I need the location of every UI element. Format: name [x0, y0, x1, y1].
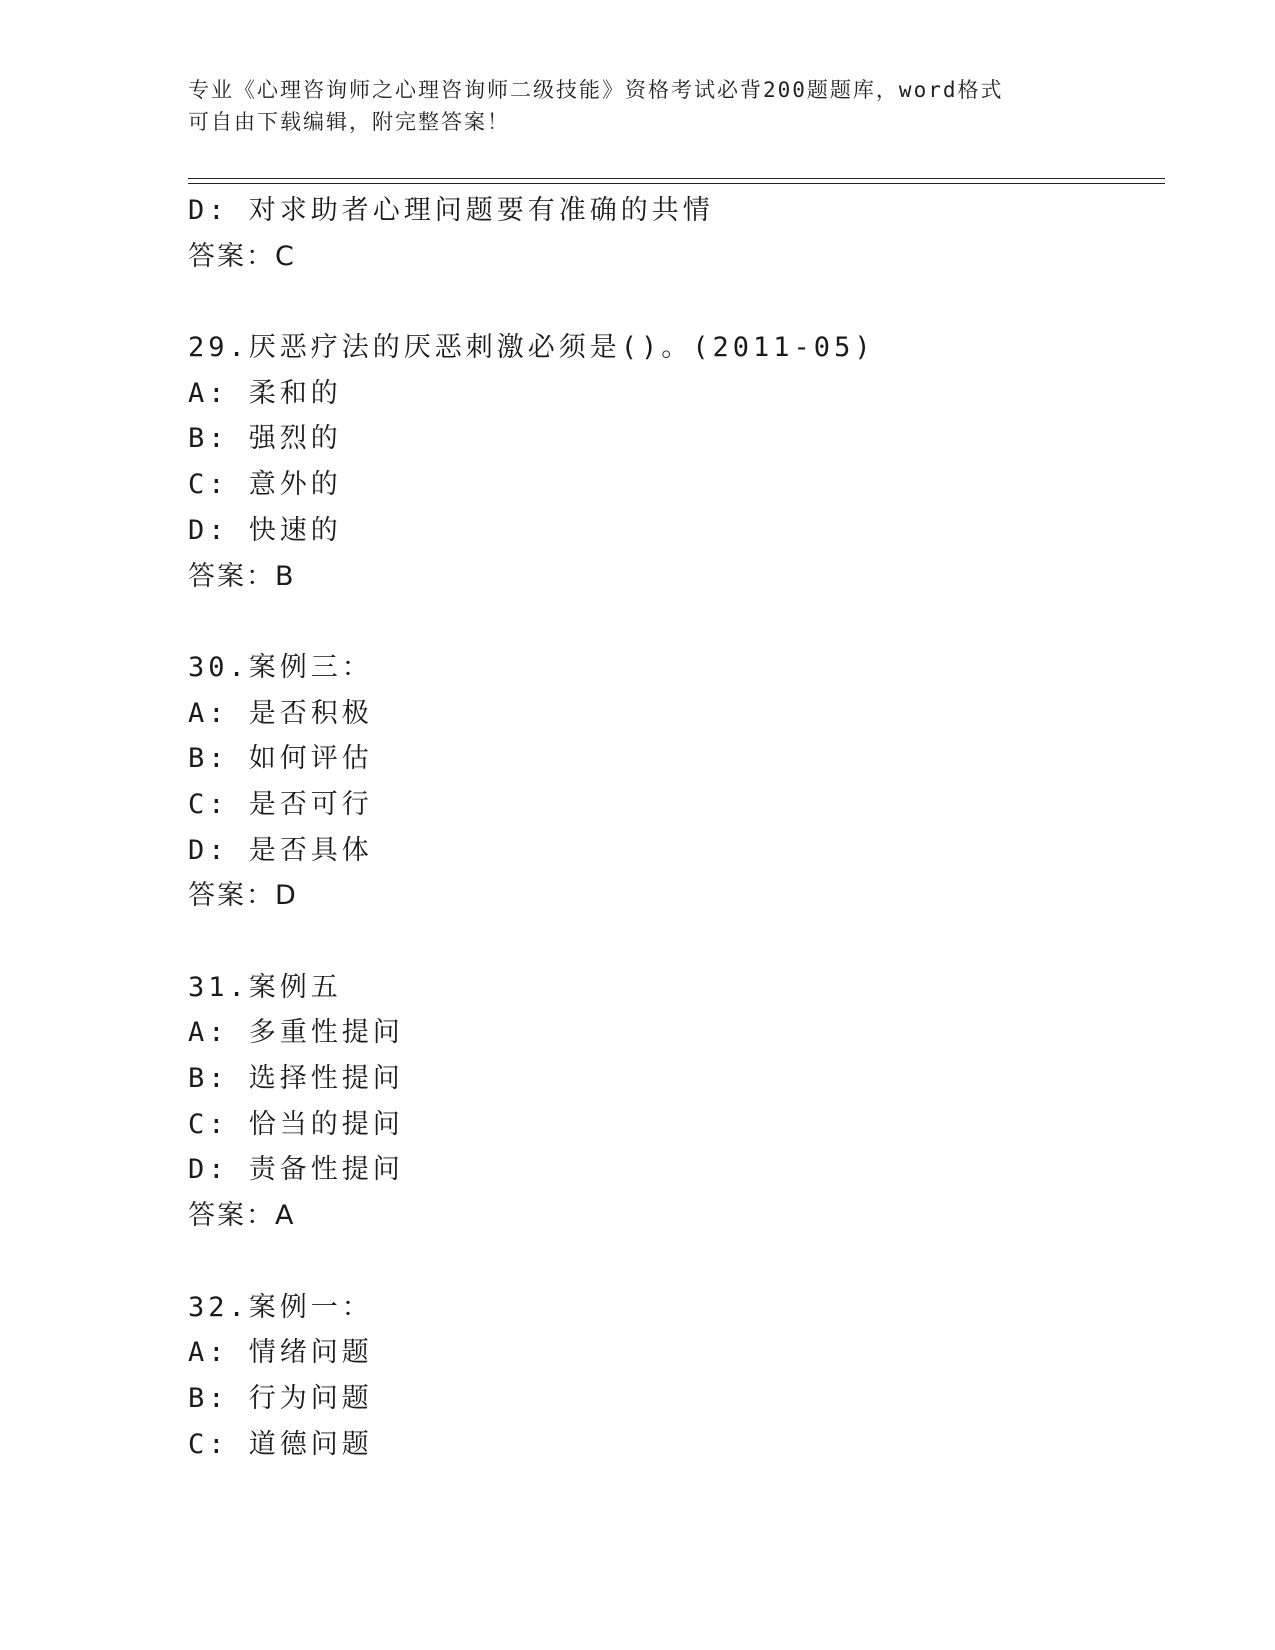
header-line-1: 专业《心理咨询师之心理咨询师二级技能》资格考试必背200题题库，word格式	[188, 78, 1004, 102]
question-list	[188, 188, 1168, 1467]
option-a: A: 柔和的	[188, 377, 342, 409]
question-stem: 31.案例五	[188, 971, 342, 1003]
option-d: D: 快速的	[188, 514, 342, 546]
header-divider-top	[188, 178, 1165, 179]
answer-line: 答案：A	[188, 1200, 296, 1232]
option-b: B: 选择性提问	[188, 1063, 404, 1095]
document-header	[188, 74, 1088, 138]
option-c: C: 意外的	[188, 469, 342, 501]
option-a: A: 多重性提问	[188, 1017, 404, 1049]
option-d: D: 责备性提问	[188, 1154, 404, 1186]
option-c: C: 恰当的提问	[188, 1108, 404, 1140]
question-stem: 32.案例一：	[188, 1291, 373, 1323]
option-b: B: 行为问题	[188, 1382, 373, 1414]
option-c: C: 道德问题	[188, 1428, 373, 1460]
option-b: B: 如何评估	[188, 743, 373, 775]
option-b: B: 强烈的	[188, 423, 342, 455]
spacer	[188, 599, 1168, 645]
header-line-2: 可自由下载编辑，附完整答案！	[188, 110, 510, 134]
option-c: C: 是否可行	[188, 788, 373, 820]
option-d: D: 是否具体	[188, 834, 373, 866]
answer-line: 答案：B	[188, 560, 296, 592]
question-stem: 30.案例三：	[188, 651, 373, 683]
option-a: A: 情绪问题	[188, 1337, 373, 1369]
spacer	[188, 279, 1168, 325]
option-a: A: 是否积极	[188, 697, 373, 729]
question-stem: 29.厌恶疗法的厌恶刺激必须是()。(2011-05)	[188, 332, 875, 364]
answer-line: 答案：C	[188, 240, 296, 272]
spacer	[188, 1239, 1168, 1285]
answer-line: 答案：D	[188, 880, 298, 912]
spacer	[188, 919, 1168, 965]
option-d: D: 对求助者心理问题要有准确的共情	[188, 195, 714, 226]
header-divider-bottom	[188, 183, 1165, 184]
